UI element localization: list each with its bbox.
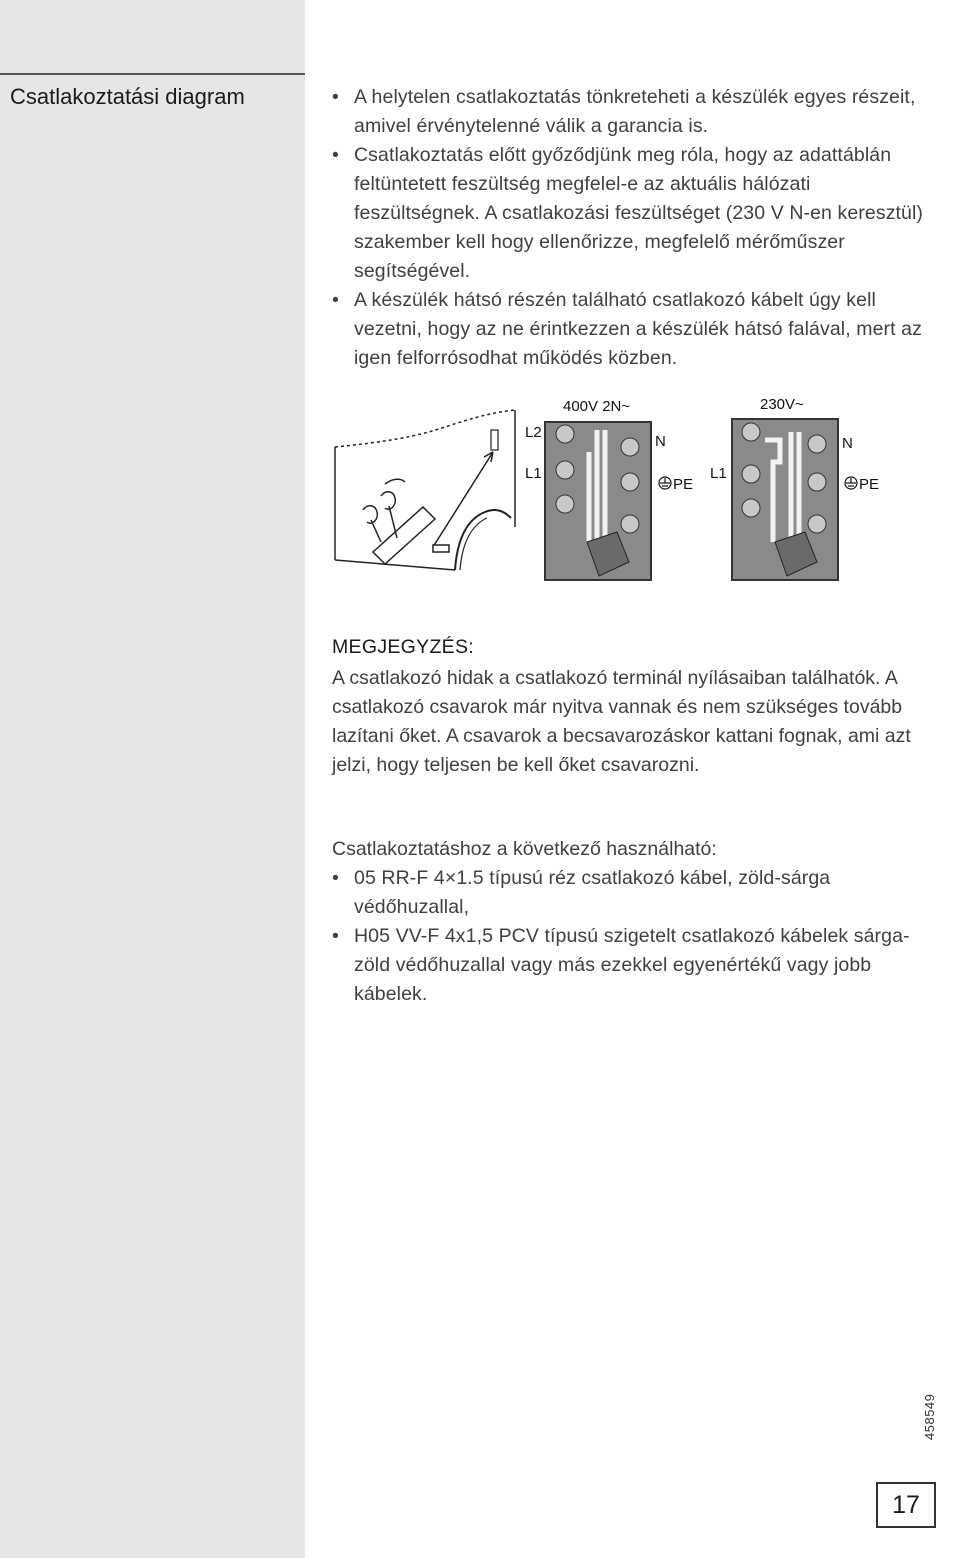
list-item: • A helytelen csatlakoztatás tönkreteheti a készülék egyes részeit, amivel érvénytelenné válik a garancia is. xyxy=(332,83,932,141)
label-n-left: N xyxy=(655,433,666,450)
page-number: 17 xyxy=(876,1482,936,1528)
terminal-block-230v xyxy=(732,419,838,580)
list-item: • Csatlakoztatás előtt győződjünk meg róla, hogy az adattáblán feltüntetett feszültség megfelel-e az aktuális hálózati feszültségnek. A csatlakozási feszültséget (230 V N-en keresztül) szakember kell hogy ellenőrizze, megfelelő mérőműszer segítségével. xyxy=(332,141,932,286)
section-title: Csatlakoztatási diagram xyxy=(10,84,245,109)
connection-diagram-illustration xyxy=(325,392,885,587)
cable-list xyxy=(332,864,932,1009)
sidebar xyxy=(0,0,305,1558)
note-body: A csatlakozó hidak a csatlakozó terminál nyílásaiban találhatók. A csatlakozó csavarok már nyitva vannak és nem szükséges tovább lazítani őket. A csavarok a becsavarozáskor kattani fognak, ami azt jelzi, hogy teljesen be kell őket csavarozni. xyxy=(332,667,911,776)
warning-list xyxy=(332,83,932,373)
cable-section xyxy=(332,835,932,1009)
ground-icon xyxy=(845,477,857,489)
note-heading: MEGJEGYZÉS: xyxy=(332,636,474,658)
sidebar-divider xyxy=(0,73,305,75)
label-l2: L2 xyxy=(525,424,542,441)
appliance-back-sketch xyxy=(335,410,515,570)
list-item: • A készülék hátsó részén található csatlakozó kábelt úgy kell vezetni, hogy az ne érintkezzen a készülék hátsó falával, mert az igen felforrósodhat működés közben. xyxy=(332,286,932,373)
note-section xyxy=(332,634,932,780)
document-code: 458549 xyxy=(922,1393,937,1440)
connection-diagram xyxy=(325,392,885,587)
label-n-right: N xyxy=(842,435,853,452)
ground-icon xyxy=(659,477,671,489)
list-item: • H05 VV-F 4x1,5 PCV típusú szigetelt csatlakozó kábelek sárga-zöld védőhuzallal vagy más ezekkel egyenértékű vagy jobb kábelek. xyxy=(332,922,932,1009)
label-l1-right: L1 xyxy=(710,465,727,482)
diagram-right-title: 230V~ xyxy=(760,396,804,413)
warning-list-container xyxy=(332,83,932,373)
label-pe-right: PE xyxy=(859,476,880,493)
terminal-block-400v xyxy=(545,422,651,580)
label-pe-left: PE xyxy=(673,476,694,493)
label-l1-left: L1 xyxy=(525,465,542,482)
cable-intro: Csatlakoztatáshoz a következő használható: xyxy=(332,838,717,860)
list-item: • 05 RR-F 4×1.5 típusú réz csatlakozó kábel, zöld-sárga védőhuzallal, xyxy=(332,864,932,922)
diagram-left-title: 400V 2N~ xyxy=(563,398,631,415)
